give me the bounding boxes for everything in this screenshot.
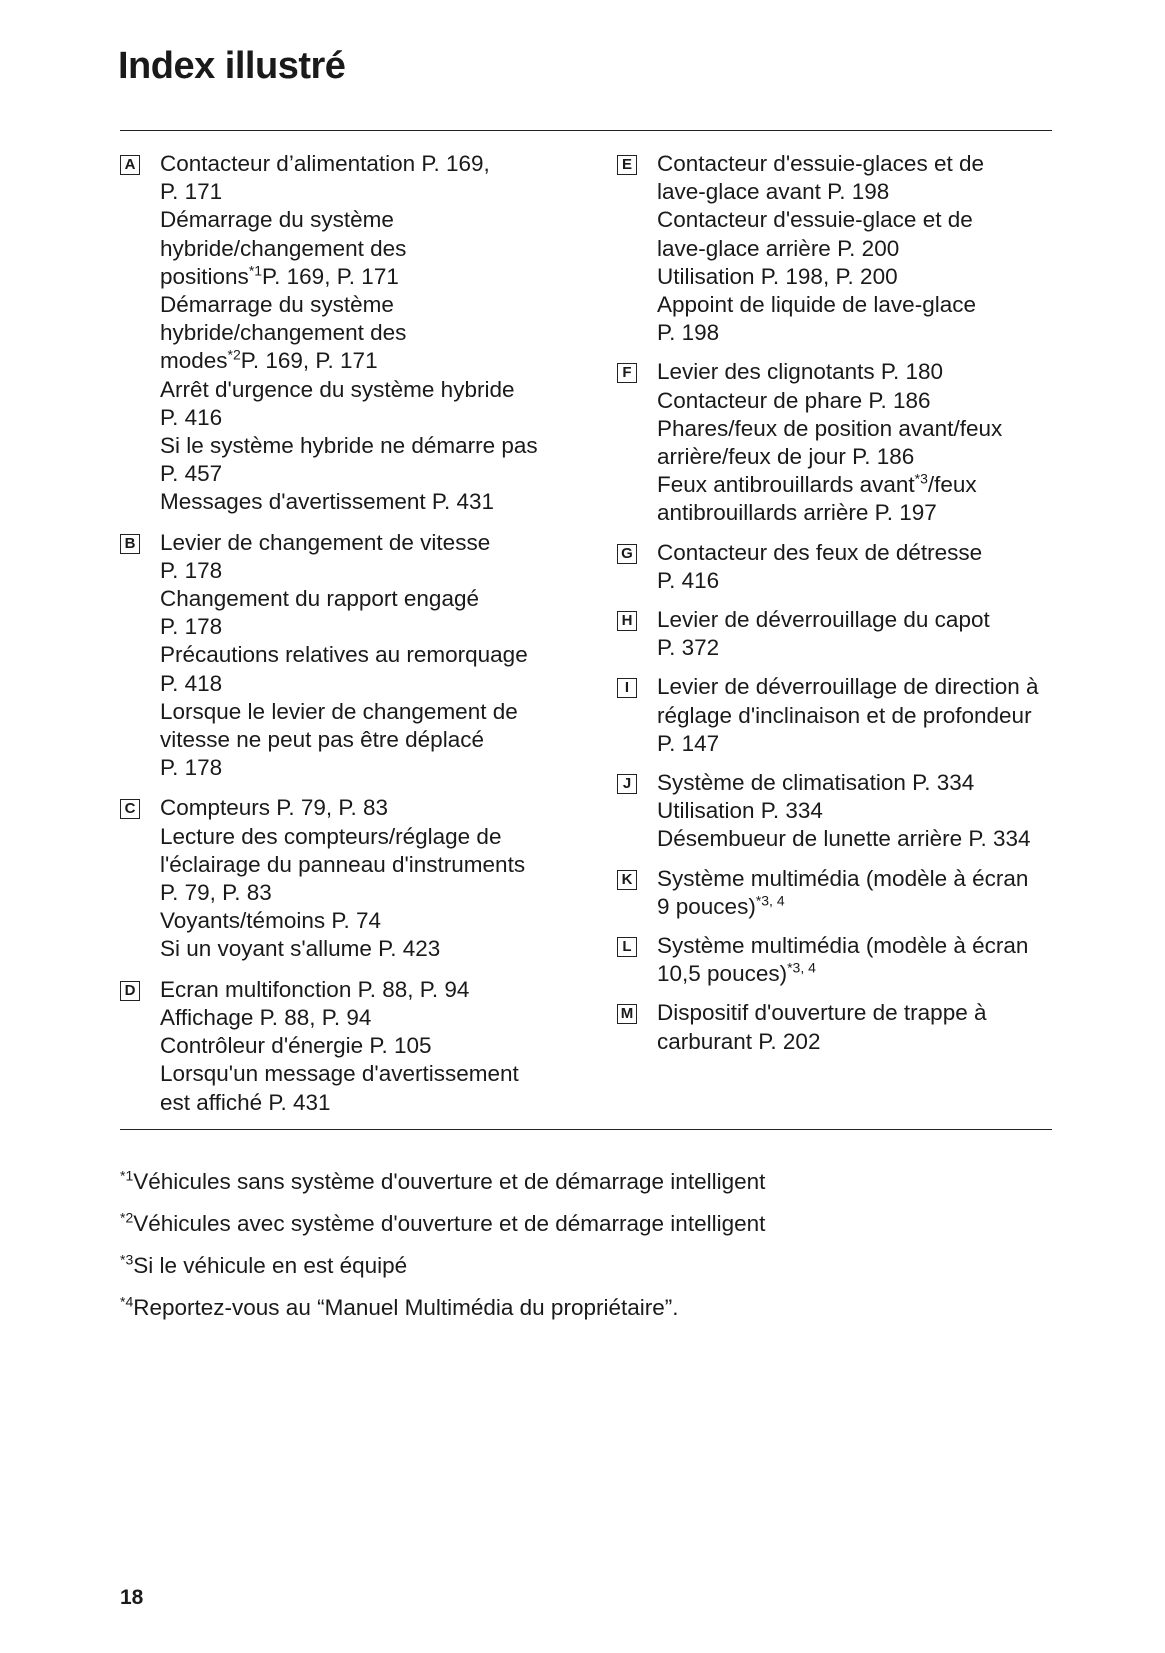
index-line: [160, 698, 565, 726]
footnote: [120, 1210, 1020, 1238]
index-line-text: Levier des clignotants P. 180: [657, 359, 944, 385]
index-line-text: Contacteur de phare P. 186: [657, 387, 931, 413]
index-line: [657, 865, 1057, 893]
index-line: [657, 319, 1057, 347]
index-line: [160, 726, 565, 754]
index-line: [657, 387, 1057, 415]
index-line-text: positions: [160, 263, 249, 289]
index-line: [657, 499, 1057, 527]
index-line: [657, 673, 1057, 701]
index-line: [657, 769, 1057, 797]
index-line-page-ref: P. 169, P. 171: [262, 263, 399, 289]
index-line-text: Levier de déverrouillage du capot: [657, 607, 990, 633]
index-line: [160, 460, 565, 488]
footnote: [120, 1252, 1020, 1280]
index-line-text: Appoint de liquide de lave-glace: [657, 292, 976, 318]
index-line: [160, 529, 565, 557]
footnote-mark: *2: [120, 1209, 134, 1226]
callout-key-d: D: [120, 981, 140, 1001]
index-line-text: Messages d'avertissement P. 431: [160, 489, 495, 515]
footnote-text: Si le véhicule en est équipé: [133, 1253, 408, 1278]
index-line: [160, 879, 565, 907]
index-line-text: P. 416: [160, 404, 223, 430]
index-line: [160, 488, 565, 516]
footnote-mark: *1: [120, 1167, 134, 1184]
index-line-text: Système multimédia (modèle à écran: [657, 865, 1029, 891]
index-line-text: P. 178: [160, 557, 223, 583]
callout-key-i: I: [617, 678, 637, 698]
index-line: [657, 443, 1057, 471]
footnote: [120, 1168, 1020, 1196]
footnote-mark: *3: [120, 1251, 134, 1268]
index-line-text: Désembueur de lunette arrière P. 334: [657, 826, 1031, 852]
index-line-text: Système de climatisation P. 334: [657, 770, 975, 796]
index-line: [657, 932, 1057, 960]
index-line: [160, 1032, 565, 1060]
callout-key-l: L: [617, 937, 637, 957]
index-line: [160, 1060, 565, 1088]
index-line: [160, 178, 565, 206]
footnote-ref: *2: [227, 346, 241, 363]
index-line: [657, 702, 1057, 730]
index-line: [160, 432, 565, 460]
index-line: [657, 797, 1057, 825]
index-line-text: P. 171: [160, 179, 223, 205]
index-line: [160, 235, 565, 263]
index-line-text: P. 372: [657, 635, 720, 661]
index-line: [657, 206, 1057, 234]
index-line-text: Précautions relatives au remorquage: [160, 642, 528, 668]
index-line: [657, 235, 1057, 263]
footnote: [120, 1294, 1020, 1322]
index-line-text: Démarrage du système: [160, 292, 394, 318]
callout-key-f: F: [617, 363, 637, 383]
index-line: [160, 150, 565, 178]
footnote-ref: *3: [914, 470, 928, 487]
index-line-page-ref: /feux: [927, 472, 977, 498]
index-line: [160, 557, 565, 585]
index-line-text: P. 178: [160, 755, 223, 781]
index-line: [160, 613, 565, 641]
index-line-text: Si le système hybride ne démarre pas: [160, 433, 538, 459]
index-line-text: P. 79, P. 83: [160, 880, 272, 906]
index-line-text: arrière/feux de jour P. 186: [657, 444, 915, 470]
index-right-column: [617, 150, 1057, 1067]
index-entry-h: [617, 606, 1057, 662]
index-line: [160, 976, 565, 1004]
index-line: [657, 471, 1057, 499]
footnote-mark: *4: [120, 1293, 134, 1310]
index-entry-i: [617, 673, 1057, 758]
index-line-text: hybride/changement des: [160, 320, 407, 346]
index-line-text: Levier de déverrouillage de direction à: [657, 674, 1039, 700]
page-number: 18: [120, 1586, 144, 1609]
index-line: [160, 347, 565, 375]
index-line-text: Si un voyant s'allume P. 423: [160, 936, 441, 962]
index-line-text: réglage d'inclinaison et de profondeur: [657, 702, 1032, 728]
index-line: [657, 178, 1057, 206]
index-line-text: carburant P. 202: [657, 1028, 821, 1054]
index-line: [160, 935, 565, 963]
index-line-text: Contacteur d’alimentation P. 169,: [160, 151, 490, 176]
index-entry-m: [617, 999, 1057, 1055]
index-line-text: Lecture des compteurs/réglage de: [160, 823, 502, 849]
index-line: [657, 291, 1057, 319]
index-line-text: P. 178: [160, 614, 223, 640]
callout-key-k: K: [617, 870, 637, 890]
index-line: [160, 206, 565, 234]
index-entry-l: [617, 932, 1057, 988]
index-line-text: P. 147: [657, 730, 720, 756]
index-line-text: Contacteur d'essuie-glaces et de: [657, 151, 984, 176]
footnote-text: Reportez-vous au “Manuel Multimédia du propriétaire”.: [133, 1295, 679, 1320]
footnote-text: Véhicules sans système d'ouverture et de démarrage intelligent: [133, 1169, 766, 1194]
index-entry-d: [120, 976, 565, 1117]
index-line-text: Système multimédia (modèle à écran: [657, 933, 1029, 959]
index-entry-a: [120, 150, 565, 517]
index-line: [657, 567, 1057, 595]
index-line-text: Levier de changement de vitesse: [160, 529, 491, 555]
index-line-text: hybride/changement des: [160, 235, 407, 261]
callout-key-h: H: [617, 611, 637, 631]
index-line: [160, 851, 565, 879]
index-line-text: lave-glace arrière P. 200: [657, 235, 900, 261]
callout-key-b: B: [120, 534, 140, 554]
index-line-text: lave-glace avant P. 198: [657, 179, 890, 205]
index-line: [657, 960, 1057, 988]
index-line: [657, 263, 1057, 291]
index-line-text: Contacteur d'essuie-glace et de: [657, 207, 973, 233]
index-line-text: Arrêt d'urgence du système hybride: [160, 376, 515, 402]
index-line-text: Utilisation P. 334: [657, 798, 823, 824]
footnotes: [120, 1168, 1020, 1336]
index-line: [160, 319, 565, 347]
index-line-text: Lorsqu'un message d'avertissement: [160, 1061, 519, 1087]
index-line-text: Phares/feux de position avant/feux: [657, 415, 1003, 441]
callout-key-a: A: [120, 155, 140, 175]
index-line-text: Utilisation P. 198, P. 200: [657, 263, 898, 289]
top-divider: [120, 130, 1052, 131]
index-line: [657, 539, 1057, 567]
index-line: [160, 1004, 565, 1032]
index-line-text: P. 198: [657, 320, 720, 346]
footnote-ref: *1: [248, 262, 263, 279]
index-line: [657, 634, 1057, 662]
index-line: [160, 1089, 565, 1117]
callout-key-g: G: [617, 544, 637, 564]
index-entry-b: [120, 529, 565, 783]
index-line-text: Compteurs P. 79, P. 83: [160, 795, 389, 821]
index-line: [657, 415, 1057, 443]
index-line: [160, 794, 565, 822]
callout-key-j: J: [617, 774, 637, 794]
callout-key-e: E: [617, 155, 637, 175]
index-line-text: Contrôleur d'énergie P. 105: [160, 1033, 432, 1059]
index-line-text: Voyants/témoins P. 74: [160, 908, 381, 934]
index-line: [657, 358, 1057, 386]
index-line: [657, 999, 1057, 1027]
index-entry-f: [617, 358, 1057, 527]
index-entry-g: [617, 539, 1057, 595]
index-line-page-ref: P. 169, P. 171: [240, 348, 378, 374]
index-line: [160, 641, 565, 669]
footnote-ref: *3, 4: [755, 892, 785, 909]
bottom-divider: [120, 1129, 1052, 1130]
index-entry-j: [617, 769, 1057, 854]
index-line: [160, 670, 565, 698]
index-line: [657, 1028, 1057, 1056]
index-line-text: Ecran multifonction P. 88, P. 94: [160, 976, 470, 1002]
index-line-text: P. 457: [160, 461, 223, 487]
index-line: [160, 907, 565, 935]
index-line: [657, 606, 1057, 634]
index-line-text: P. 416: [657, 567, 720, 593]
index-line: [160, 823, 565, 851]
callout-key-m: M: [617, 1004, 637, 1024]
index-line-text: P. 418: [160, 670, 223, 696]
index-line: [657, 150, 1057, 178]
index-line-text: 10,5 pouces): [657, 961, 788, 987]
index-line: [657, 893, 1057, 921]
index-line: [160, 263, 565, 291]
index-line: [160, 754, 565, 782]
index-line-text: Contacteur des feux de détresse: [657, 539, 983, 565]
index-line: [160, 585, 565, 613]
index-line-text: l'éclairage du panneau d'instruments: [160, 851, 526, 877]
index-line: [657, 730, 1057, 758]
index-entry-c: [120, 794, 565, 963]
footnote-ref: *3, 4: [787, 959, 816, 976]
index-entry-e: [617, 150, 1057, 347]
index-line-text: Changement du rapport engagé: [160, 586, 479, 612]
index-line-text: modes: [160, 348, 228, 374]
index-line-text: Affichage P. 88, P. 94: [160, 1004, 372, 1030]
index-line: [160, 376, 565, 404]
index-line-text: vitesse ne peut pas être déplacé: [160, 727, 484, 753]
index-line-text: antibrouillards arrière P. 197: [657, 500, 937, 526]
index-line: [160, 291, 565, 319]
index-line-text: Dispositif d'ouverture de trappe à: [657, 1000, 987, 1026]
footnote-text: Véhicules avec système d'ouverture et de démarrage intelligent: [133, 1211, 766, 1236]
index-line-text: Lorsque le levier de changement de: [160, 698, 518, 724]
index-line: [160, 404, 565, 432]
index-left-column: [120, 150, 565, 1129]
index-line: [657, 825, 1057, 853]
index-line-text: Feux antibrouillards avant: [657, 472, 915, 498]
index-line-text: est affiché P. 431: [160, 1089, 331, 1115]
index-line-text: Démarrage du système: [160, 207, 394, 233]
index-entry-k: [617, 865, 1057, 921]
index-line-text: 9 pouces): [657, 893, 756, 919]
page-title: Index illustré: [118, 45, 346, 87]
callout-key-c: C: [120, 799, 140, 819]
